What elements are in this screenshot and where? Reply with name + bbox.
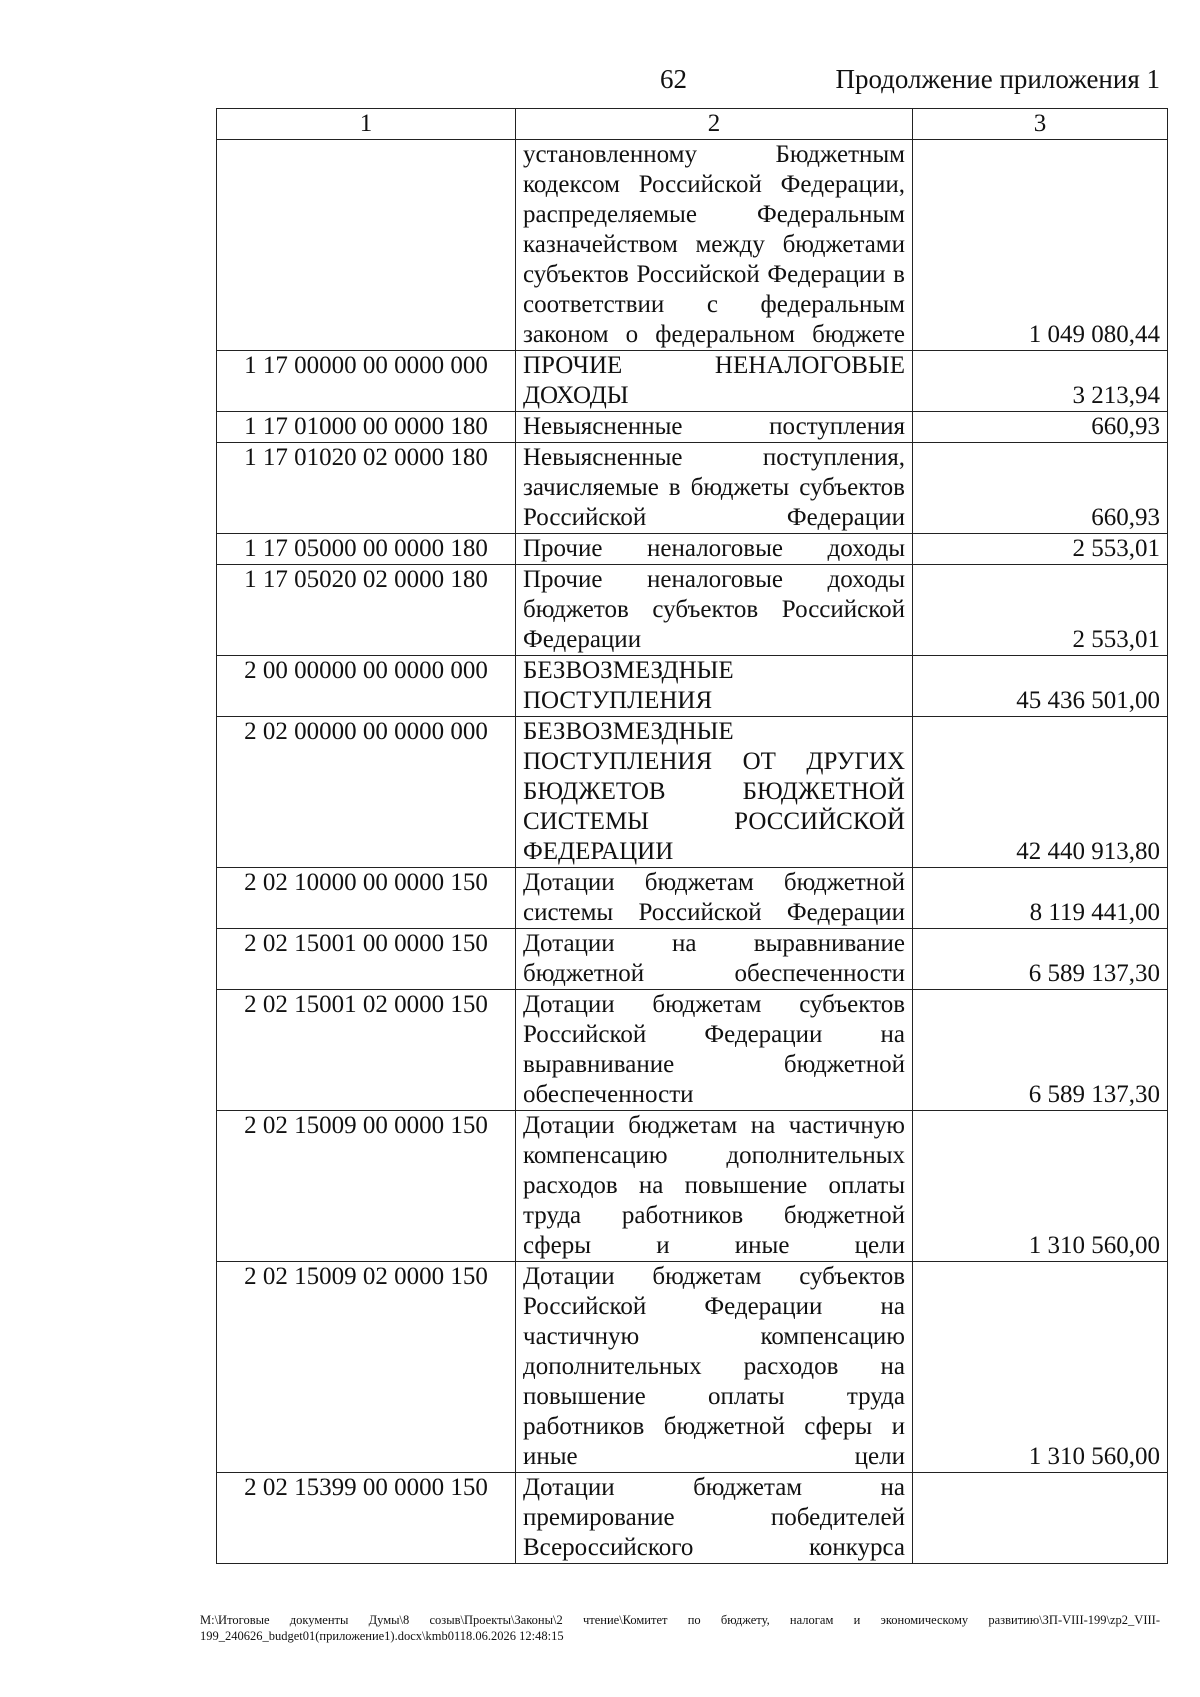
income-name-cell: Дотации на выравнивание бюджетной обеспеченности (516, 929, 913, 990)
income-name-cell: БЕЗВОЗМЕЗДНЫЕ ПОСТУПЛЕНИЯ (516, 656, 913, 717)
income-name-cell: Дотации бюджетам субъектов Российской Федерации на выравнивание бюджетной обеспеченности (516, 990, 913, 1111)
column-number-row (217, 109, 1168, 140)
amount-cell: 8 119 441,00 (913, 868, 1168, 929)
income-name-cell: ПРОЧИЕ НЕНАЛОГОВЫЕ ДОХОДЫ (516, 351, 913, 412)
amount-cell: 1 310 560,00 (913, 1111, 1168, 1262)
table-row (217, 656, 1168, 717)
column-number-1: 1 (217, 109, 516, 140)
table-row (217, 443, 1168, 534)
income-name-cell: Невыясненные поступления, зачисляемые в бюджеты субъектов Российской Федерации (516, 443, 913, 534)
budget-code-cell: 2 02 15009 00 0000 150 (217, 1111, 516, 1262)
budget-code-cell: 2 02 00000 00 0000 000 (217, 717, 516, 868)
amount-cell (913, 1473, 1168, 1564)
page-number: 62 (660, 64, 687, 94)
budget-code-cell: 1 17 01020 02 0000 180 (217, 443, 516, 534)
budget-code-cell: 2 00 00000 00 0000 000 (217, 656, 516, 717)
budget-code-cell: 2 02 10000 00 0000 150 (217, 868, 516, 929)
amount-cell: 2 553,01 (913, 565, 1168, 656)
table-row (217, 534, 1168, 565)
table-row (217, 929, 1168, 990)
amount-cell: 1 049 080,44 (913, 140, 1168, 351)
income-name-cell: Дотации бюджетам бюджетной системы Российской Федерации (516, 868, 913, 929)
table-row (217, 1262, 1168, 1473)
table-row (217, 868, 1168, 929)
table-row (217, 351, 1168, 412)
income-name-cell: Дотации бюджетам на частичную компенсацию дополнительных расходов на повышение оплаты труда работников бюджетной сферы и иные цели (516, 1111, 913, 1262)
amount-cell: 42 440 913,80 (913, 717, 1168, 868)
table-row (217, 990, 1168, 1111)
table-row (217, 1111, 1168, 1262)
column-number-3: 3 (913, 109, 1168, 140)
budget-code-cell: 2 02 15001 02 0000 150 (217, 990, 516, 1111)
income-name-cell: БЕЗВОЗМЕЗДНЫЕ ПОСТУПЛЕНИЯ ОТ ДРУГИХ БЮДЖЕТОВ БЮДЖЕТНОЙ СИСТЕМЫ РОССИЙСКОЙ ФЕДЕРАЦИИ (516, 717, 913, 868)
table-row (217, 140, 1168, 351)
budget-code-cell: 1 17 01000 00 0000 180 (217, 412, 516, 443)
amount-cell: 660,93 (913, 443, 1168, 534)
amount-cell: 6 589 137,30 (913, 929, 1168, 990)
table-row (217, 1473, 1168, 1564)
budget-code-cell: 1 17 05020 02 0000 180 (217, 565, 516, 656)
income-name-cell: установленному Бюджетным кодексом Российской Федерации, распределяемые Федеральным казначейством между бюджетами субъектов Российской Федерации в соответствии с федеральным законом о федеральном бюджете (516, 140, 913, 351)
continuation-label: Продолжение приложения 1 (835, 64, 1160, 94)
income-name-cell: Дотации бюджетам на премирование победителей Всероссийского конкурса (516, 1473, 913, 1564)
budget-code-cell: 2 02 15001 00 0000 150 (217, 929, 516, 990)
amount-cell: 2 553,01 (913, 534, 1168, 565)
table-row (217, 412, 1168, 443)
budget-code-cell: 1 17 05000 00 0000 180 (217, 534, 516, 565)
amount-cell: 1 310 560,00 (913, 1262, 1168, 1473)
budget-code-cell: 2 02 15399 00 0000 150 (217, 1473, 516, 1564)
amount-cell: 6 589 137,30 (913, 990, 1168, 1111)
budget-code-cell (217, 140, 516, 351)
amount-cell: 660,93 (913, 412, 1168, 443)
amount-cell: 45 436 501,00 (913, 656, 1168, 717)
income-name-cell: Прочие неналоговые доходы бюджетов субъектов Российской Федерации (516, 565, 913, 656)
table-row (217, 565, 1168, 656)
table-row (217, 717, 1168, 868)
budget-code-cell: 1 17 00000 00 0000 000 (217, 351, 516, 412)
income-name-cell: Прочие неналоговые доходы (516, 534, 913, 565)
column-number-2: 2 (516, 109, 913, 140)
file-path-footer: M:\Итоговые документы Думы\8 созыв\Проекты\Законы\2 чтение\Комитет по бюджету, налогам и экономическому развитию\ЗП-VIII-199\zp2_VIII-199_240626_budget01(приложение1).docx\kmb0118.06.2026 12:48:15 (200, 1613, 1160, 1643)
amount-cell: 3 213,94 (913, 351, 1168, 412)
budget-code-cell: 2 02 15009 02 0000 150 (217, 1262, 516, 1473)
income-name-cell: Невыясненные поступления (516, 412, 913, 443)
income-name-cell: Дотации бюджетам субъектов Российской Федерации на частичную компенсацию дополнительных расходов на повышение оплаты труда работников бюджетной сферы и иные цели (516, 1262, 913, 1473)
budget-table (216, 108, 1168, 1564)
